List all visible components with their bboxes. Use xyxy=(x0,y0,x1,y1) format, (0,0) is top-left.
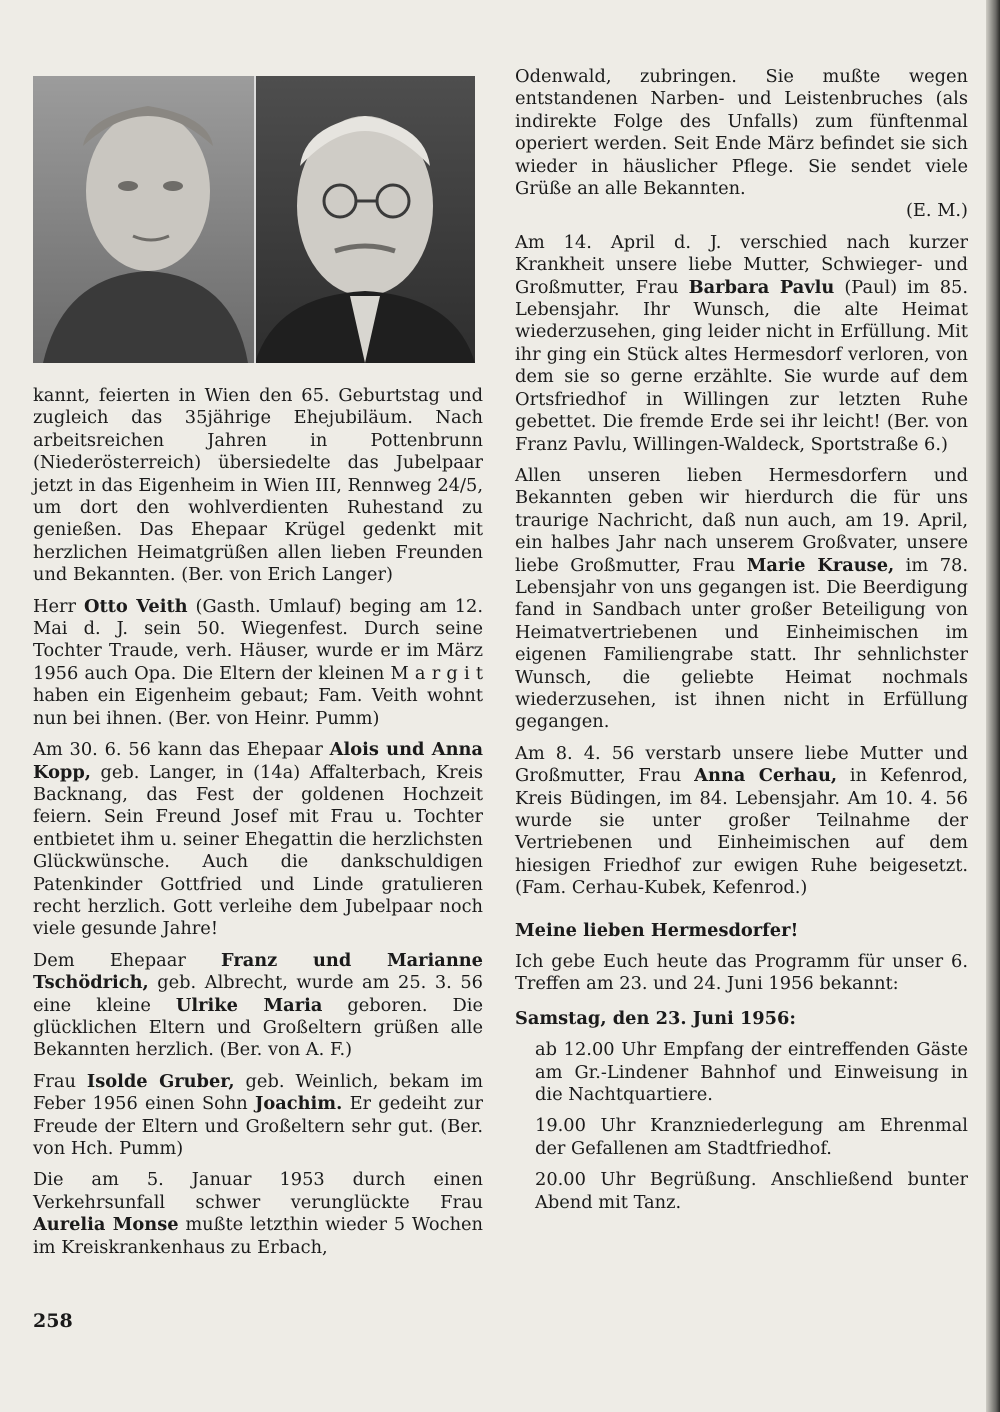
name-barbara-pavlu: Barbara Pavlu xyxy=(688,276,835,298)
name-anna-cerhau: Anna Cerhau, xyxy=(694,765,838,787)
signature-em: (E. M.) xyxy=(905,200,968,222)
letter-heading: Meine lieben Hermesdorfer! xyxy=(515,919,799,941)
name-ulrike-maria: Ulrike Maria xyxy=(175,994,323,1016)
name-isolde-gruber: Isolde Gruber, xyxy=(86,1070,235,1092)
couple-photo xyxy=(33,76,475,363)
left-column xyxy=(33,385,483,1268)
name-marie-krause: Marie Krause, xyxy=(746,554,895,576)
page-number: 258 xyxy=(33,1310,73,1332)
photo-divider xyxy=(254,76,256,363)
paragraph-kruegel: kannt, feierten in Wien den 65. Geburtstag und zugleich das 35jährige Ehejubiläum. Nach arbeitsreichen Jahren in Pottenbrunn (Niederösterreich) übersiedelte das Jubelpaar jetzt in das Eigenheim in Wien III, Rennweg 24/5, um dort den wohlverdienten Ruhestand zu genießen. Das Ehepaar Krügel gedenkt mit herzlichen Heimatgrüßen allen lieben Freunden und Bekannten. (Ber. von Erich Langer) xyxy=(33,385,483,586)
paragraph-veith: Herr Otto Veith (Gasth. Umlauf) beging am 12. Mai d. J. sein 50. Wiegenfest. Durch seine Tochter Traude, verh. Häuser, wurde er im März 1956 auch Opa. Die Eltern der kleinen M a r g i t haben ein Eigenheim gebaut; Fam. Veith wohnt nun bei ihnen. (Ber. von Heinr. Pumm) xyxy=(33,595,484,729)
program-item: 20.00 Uhr Begrüßung. Anschließend bunter Abend mit Tanz. xyxy=(535,1169,968,1213)
paragraph-monse-continued: Odenwald, zubringen. Sie mußte wegen entstandenen Narben- und Leistenbruches (als indirekte Folge des Unfalls) zum fünftenmal operiert werden. Seit Ende März befindet sie sich wieder in häuslicher Pflege. Sie sendet viele Grüße an alle Bekannten. xyxy=(515,66,968,200)
paragraph-pavlu: Am 14. April d. J. verschied nach kurzer Krankheit unsere liebe Mutter, Schwieger- und Großmutter, Frau Barbara Pavlu (Paul) im 85. Lebensjahr. Ihr Wunsch, die alte Heimat wiederzusehen, ging leider nicht in Erfüllung. Mit ihr ging ein Stück altes Hermesdorf verloren, von dem sie so gerne erzählte. Sie wurde auf dem Ortsfriedhof in Willingen zur letzten Ruhe gebettet. Die fremde Erde sei ihr leicht! (Ber. von Franz Pavlu, Willingen-Waldeck, Sportstraße 6.) xyxy=(515,231,969,455)
program-item: ab 12.00 Uhr Empfang der eintreffenden Gäste am Gr.-Lindener Bahnhof und Einweisung in die Nachtquartiere. xyxy=(535,1039,968,1106)
paragraph-cerhau: Am 8. 4. 56 verstarb unsere liebe Mutter und Großmutter, Frau Anna Cerhau, in Kefenrod, Kreis Büdingen, im 84. Lebensjahr. Am 10. 4. 56 wurde sie unter großer Teilnahme der Vertriebenen und Einheimischen auf dem hiesigen Friedhof zur ewigen Ruhe beigesetzt. (Fam. Cerhau-Kubek, Kefenrod.) xyxy=(515,742,968,899)
name-alois-anna-kopp: Alois und Anna Kopp, xyxy=(33,739,483,783)
right-column xyxy=(515,66,968,1223)
name-franz-marianne-tschoedrich: Franz und Marianne Tschödrich, xyxy=(33,949,483,994)
portrait-man-image xyxy=(255,76,475,363)
paragraph-tschoedrich: Dem Ehepaar Franz und Marianne Tschödrich, geb. Albrecht, wurde am 25. 3. 56 eine kleine Ulrike Maria geboren. Die glücklichen Eltern und Großeltern grüßen alle Bekannten herzlich. (Ber. von A. F.) xyxy=(33,949,483,1061)
portrait-woman-image xyxy=(33,76,255,363)
paragraph-krause: Allen unseren lieben Hermesdorfern und Bekannten geben wir hierdurch die für uns traurige Nachricht, daß nun auch, am 19. April, ein halbes Jahr nach unserem Großvater, unsere liebe Großmutter, Frau Marie Krause, im 78. Lebensjahr von uns gegangen ist. Die Beerdigung fand in Sandbach unter großer Beteiligung von Heimatvertriebenen und Einheimischen im eigenen Familiengrabe statt. Ihr sehnlichster Wunsch, die geliebte Heimat nochmals wiederzusehen, ist ihnen nicht in Erfüllung gegangen. xyxy=(515,464,968,733)
page-edge xyxy=(986,0,1000,1412)
name-otto-veith: Otto Veith xyxy=(83,595,188,617)
name-joachim: Joachim. xyxy=(255,1093,343,1115)
paragraph-gruber: Frau Isolde Gruber, geb. Weinlich, bekam im Feber 1956 einen Sohn Joachim. Er gedeiht zur Freude der Eltern und Großeltern sehr gut. (Ber. von Hch. Pumm) xyxy=(33,1070,484,1159)
paragraph-program-intro: Ich gebe Euch heute das Programm für unser 6. Treffen am 23. und 24. Juni 1956 bekannt: xyxy=(515,951,968,995)
day-heading: Samstag, den 23. Juni 1956: xyxy=(515,1007,796,1029)
paragraph-monse: Die am 5. Januar 1953 durch einen Verkehrsunfall schwer verunglückte Frau Aurelia Monse mußte letzthin wieder 5 Wochen im Kreiskrankenhaus zu Erbach, xyxy=(33,1169,484,1258)
program-item: 19.00 Uhr Kranzniederlegung am Ehrenmal der Gefallenen am Stadtfriedhof. xyxy=(535,1115,968,1159)
name-aurelia-monse: Aurelia Monse xyxy=(33,1214,179,1236)
paragraph-kopp: Am 30. 6. 56 kann das Ehepaar Alois und Anna Kopp, geb. Langer, in (14a) Affalterbach, Kreis Backnang, das Fest der goldenen Hochzeit feiern. Sein Freund Josef mit Frau u. Tochter entbietet ihm u. seiner Ehegattin die herzlichsten Glückwünsche. Auch die dankschuldigen Patenkinder Gottfried und Linde gratulieren recht herzlich. Gott verleihe dem Jubelpaar noch viele gesunde Jahre! xyxy=(33,739,483,940)
